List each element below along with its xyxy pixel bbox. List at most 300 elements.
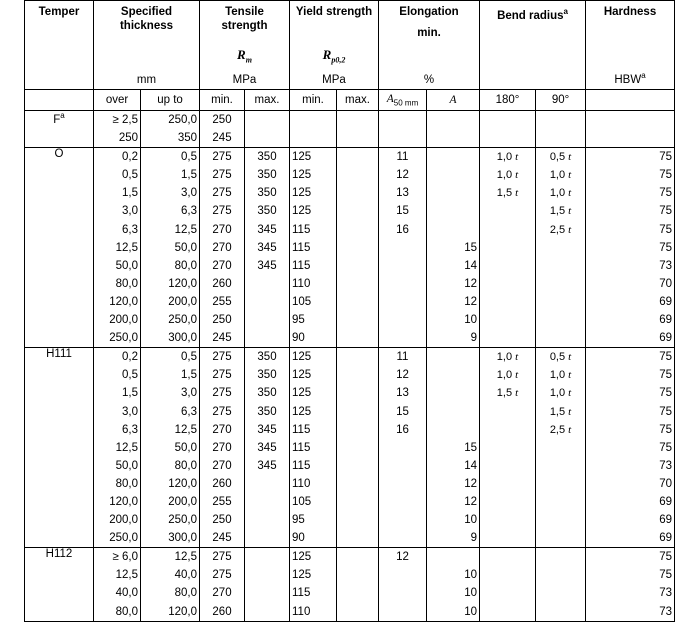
value-rm-min: 255	[212, 495, 232, 508]
value-bend-180: 1,5 t	[496, 187, 519, 200]
value-hardness: 75	[659, 441, 673, 454]
value-rm-max	[247, 603, 287, 621]
col-header-elongation	[379, 1, 480, 90]
value-elong-a50	[381, 584, 424, 602]
value-thickness-upto: 12,5	[174, 223, 197, 236]
value-rm-min: 260	[212, 477, 232, 490]
value-rp-min: 90	[292, 332, 305, 345]
value-elong-a50	[381, 129, 424, 147]
value-rp-max	[339, 329, 376, 347]
value-rp-max	[339, 348, 376, 366]
value-elong-a: 12	[464, 495, 478, 508]
hardness-label: Hardness	[603, 6, 657, 18]
cell-rm-max	[245, 111, 290, 148]
value-elong-a: 9	[470, 332, 478, 345]
value-rp-min: 115	[292, 459, 311, 472]
cell-thickness-over	[94, 348, 141, 548]
cell-bend-180	[480, 111, 536, 148]
value-elong-a50	[381, 457, 424, 475]
subheader-row	[25, 90, 675, 111]
value-elong-a50: 16	[396, 423, 409, 436]
value-hardness: 69	[659, 514, 673, 527]
value-bend-90	[538, 584, 583, 602]
value-bend-180	[482, 603, 533, 621]
value-bend-180	[482, 221, 533, 239]
cell-elong-a50	[379, 111, 427, 148]
value-elong-a	[429, 366, 477, 384]
value-elong-a: 14	[464, 459, 478, 472]
value-rp-max	[339, 311, 376, 329]
value-thickness-over: 0,5	[122, 169, 138, 182]
value-rm-min: 275	[212, 569, 232, 582]
value-thickness-upto: 3,0	[181, 387, 197, 400]
value-thickness-upto: 300,0	[168, 332, 197, 345]
value-rm-min: 275	[212, 369, 232, 382]
cell-rm-min	[200, 348, 245, 548]
tensile-unit: MPa	[232, 74, 257, 86]
value-bend-180	[482, 439, 533, 457]
subheader-rp-min: min.	[290, 90, 337, 111]
value-elong-a: 15	[464, 441, 478, 454]
value-bend-180	[482, 493, 533, 511]
value-bend-90	[538, 439, 583, 457]
value-bend-180	[482, 511, 533, 529]
value-rp-min: 105	[292, 495, 312, 508]
value-bend-180	[482, 293, 533, 311]
value-thickness-over: 0,2	[122, 151, 138, 164]
value-rm-max	[247, 311, 287, 329]
subheader-bend-90: 90°	[536, 90, 586, 111]
cell-rm-max	[245, 548, 290, 621]
value-hardness: 75	[659, 223, 673, 236]
value-rp-min: 125	[292, 169, 312, 182]
subheader-rm-max: max.	[245, 90, 290, 111]
cell-bend-90	[536, 548, 586, 621]
value-rp-min: 105	[292, 295, 312, 308]
value-rp-min: 110	[292, 477, 311, 490]
value-bend-90	[538, 111, 583, 129]
value-bend-90	[538, 493, 583, 511]
value-thickness-upto: 3,0	[181, 187, 197, 200]
value-thickness-over: 80,0	[115, 277, 138, 290]
value-bend-180: 1,5 t	[496, 387, 519, 400]
cell-hardness	[586, 111, 675, 148]
cell-hardness	[586, 548, 675, 621]
value-bend-180: 1,0 t	[496, 351, 519, 364]
subheader-rm-min: min.	[200, 90, 245, 111]
value-thickness-upto: 300,0	[168, 532, 197, 545]
subheader-bend-180: 180°	[480, 90, 536, 111]
value-bend-180	[482, 275, 533, 293]
subheader-rp-max: max.	[337, 90, 379, 111]
value-hardness: 73	[659, 605, 673, 618]
value-bend-90	[538, 511, 583, 529]
value-elong-a	[429, 111, 477, 129]
cell-bend-180	[480, 548, 536, 621]
cell-rm-min	[200, 111, 245, 148]
value-elong-a50	[381, 239, 424, 257]
value-thickness-over: 200,0	[109, 314, 138, 327]
value-bend-180	[482, 202, 533, 220]
value-elong-a50: 16	[396, 223, 409, 236]
value-hardness: 70	[659, 477, 673, 490]
value-bend-90: 1,0 t	[549, 187, 572, 200]
value-thickness-upto: 200,0	[168, 295, 197, 308]
value-bend-90: 1,0 t	[549, 387, 572, 400]
value-rp-min: 110	[292, 605, 311, 618]
value-rp-min: 125	[292, 205, 312, 218]
cell-rm-min	[200, 548, 245, 621]
value-elong-a50	[381, 566, 424, 584]
cell-thickness-over	[94, 111, 141, 148]
value-rp-max	[339, 457, 376, 475]
value-thickness-over: 12,5	[115, 569, 138, 582]
value-bend-180	[482, 403, 533, 421]
mechanical-properties-table	[24, 0, 675, 622]
value-elong-a50	[381, 311, 424, 329]
value-hardness: 69	[659, 295, 673, 308]
value-hardness: 69	[659, 332, 673, 345]
value-rp-max	[339, 221, 376, 239]
value-thickness-upto: 200,0	[168, 495, 197, 508]
value-elong-a50	[381, 293, 424, 311]
col-header-temper	[25, 1, 94, 90]
value-thickness-over: 0,2	[122, 351, 138, 364]
value-elong-a50	[381, 603, 424, 621]
value-elong-a: 12	[464, 295, 478, 308]
elongation-unit: %	[423, 74, 435, 86]
value-elong-a: 10	[464, 605, 478, 618]
cell-rp-max	[337, 148, 379, 348]
value-bend-90: 2,5 t	[549, 223, 572, 236]
value-bend-180	[482, 239, 533, 257]
value-rm-min: 270	[212, 241, 232, 254]
value-hardness: 73	[659, 587, 673, 600]
temper-value: H112	[45, 548, 73, 561]
value-elong-a50	[381, 475, 424, 493]
value-rp-max	[339, 293, 376, 311]
value-elong-a50	[381, 529, 424, 547]
value-hardness: 73	[659, 259, 673, 272]
cell-bend-90	[536, 148, 586, 348]
cell-bend-180	[480, 148, 536, 348]
value-rm-min: 270	[212, 423, 232, 436]
cell-bend-90	[536, 348, 586, 548]
value-bend-90	[538, 566, 583, 584]
temper-cell	[25, 548, 94, 621]
value-elong-a50: 12	[396, 169, 409, 182]
value-rp-max	[339, 257, 376, 275]
value-hardness: 75	[659, 387, 673, 400]
value-bend-180	[482, 566, 533, 584]
value-hardness: 75	[659, 423, 673, 436]
value-rm-min: 260	[212, 605, 232, 618]
value-rm-max: 350	[257, 387, 277, 400]
value-thickness-upto: 6,3	[181, 405, 197, 418]
value-rm-max: 350	[257, 169, 277, 182]
value-thickness-over: ≥ 2,5	[112, 114, 138, 126]
value-bend-90	[538, 311, 583, 329]
value-hardness: 70	[659, 277, 673, 290]
value-rm-min: 270	[212, 441, 232, 454]
value-rm-max	[247, 566, 287, 584]
temper-footnote: a	[60, 111, 65, 120]
value-bend-180	[482, 548, 533, 566]
value-rp-max	[339, 202, 376, 220]
value-elong-a	[429, 129, 477, 147]
value-rm-min: 245	[212, 332, 232, 345]
value-rp-min: 125	[292, 387, 312, 400]
value-rp-max	[339, 548, 376, 566]
value-elong-a: 15	[464, 241, 478, 254]
cell-thickness-upto	[141, 348, 200, 548]
value-elong-a	[429, 148, 477, 166]
value-rp-max	[339, 366, 376, 384]
rm-symbol: $R_m$	[237, 47, 252, 65]
value-thickness-over: 250,0	[109, 532, 138, 545]
subheader-a: A	[427, 90, 480, 111]
cell-rm-max	[245, 348, 290, 548]
value-bend-180	[482, 529, 533, 547]
value-hardness: 73	[659, 459, 673, 472]
value-rm-min: 245	[212, 532, 232, 545]
thickness-unit: mm	[136, 74, 157, 86]
value-elong-a50: 12	[396, 551, 409, 564]
value-rm-max: 345	[257, 459, 277, 472]
value-rp-min: 115	[292, 259, 311, 272]
value-rp-max	[339, 239, 376, 257]
value-rp-min: 125	[292, 187, 312, 200]
value-rm-min: 255	[212, 295, 232, 308]
yield-unit: MPa	[322, 74, 346, 86]
value-rp-min: 115	[292, 423, 311, 436]
cell-thickness-over	[94, 148, 141, 348]
value-hardness	[588, 129, 672, 147]
value-elong-a	[429, 221, 477, 239]
value-rm-max: 345	[257, 423, 277, 436]
value-elong-a: 10	[464, 569, 478, 582]
value-hardness: 75	[659, 551, 673, 564]
value-thickness-over: 120,0	[109, 295, 138, 308]
value-bend-90: 0,5 t	[549, 351, 572, 364]
value-elong-a50	[381, 111, 424, 129]
value-bend-180	[482, 475, 533, 493]
value-hardness: 75	[659, 569, 673, 582]
cell-hardness	[586, 148, 675, 348]
value-bend-90: 2,5 t	[549, 423, 572, 436]
value-rm-min: 275	[212, 351, 232, 364]
value-hardness: 75	[659, 151, 673, 164]
cell-rp-min	[290, 148, 337, 348]
value-rm-min: 275	[212, 405, 232, 418]
value-elong-a	[429, 421, 477, 439]
value-rm-min: 250	[212, 514, 232, 527]
value-bend-180	[482, 111, 533, 129]
value-hardness: 75	[659, 205, 673, 218]
value-thickness-over: 50,0	[115, 459, 138, 472]
value-thickness-over: ≥ 6,0	[112, 551, 138, 564]
cell-elong-a50	[379, 348, 427, 548]
value-rp-max	[339, 529, 376, 547]
value-elong-a: 12	[464, 477, 478, 490]
value-rm-min: 270	[212, 459, 232, 472]
value-rp-max	[339, 421, 376, 439]
value-rp-max	[339, 584, 376, 602]
value-rm-min: 270	[212, 587, 232, 600]
temper-cell	[25, 111, 94, 148]
cell-thickness-over	[94, 548, 141, 621]
value-bend-90: 1,5 t	[549, 205, 572, 218]
value-elong-a50: 15	[396, 205, 409, 218]
value-bend-90	[538, 257, 583, 275]
value-rm-max: 350	[257, 351, 277, 364]
value-rm-min: 275	[212, 205, 232, 218]
value-rm-min: 260	[212, 277, 232, 290]
value-thickness-upto: 6,3	[181, 205, 197, 218]
elongation-label: Elongation	[399, 6, 459, 18]
subheader-upto: up to	[141, 90, 200, 111]
value-thickness-upto: 12,5	[174, 423, 197, 436]
subheader-a50: $A_{50 mm}$	[379, 90, 427, 111]
value-elong-a	[429, 166, 477, 184]
value-bend-180	[482, 457, 533, 475]
value-thickness-over: 12,5	[115, 241, 138, 254]
value-elong-a50	[381, 511, 424, 529]
value-elong-a	[429, 348, 477, 366]
value-hardness: 75	[659, 351, 673, 364]
subheader-hardness-blank	[586, 90, 675, 111]
value-thickness-over: 80,0	[115, 477, 138, 490]
value-bend-90	[538, 475, 583, 493]
value-bend-180: 1,0 t	[496, 169, 519, 182]
value-bend-90	[538, 603, 583, 621]
cell-thickness-upto	[141, 548, 200, 621]
value-rm-min: 270	[212, 259, 232, 272]
value-rp-min: 90	[292, 532, 305, 545]
value-hardness: 75	[659, 241, 673, 254]
cell-elong-a	[427, 348, 480, 548]
value-thickness-over: 3,0	[122, 405, 138, 418]
value-elong-a	[429, 202, 477, 220]
value-elong-a	[429, 384, 477, 402]
value-rm-max	[247, 493, 287, 511]
value-thickness-over: 0,5	[122, 369, 138, 382]
value-thickness-over: 250,0	[109, 332, 138, 345]
value-thickness-over: 12,5	[115, 441, 138, 454]
value-thickness-upto: 350	[177, 132, 197, 145]
value-bend-180	[482, 329, 533, 347]
value-rm-max	[247, 129, 287, 147]
value-rm-max	[247, 511, 287, 529]
value-rp-min: 125	[292, 551, 312, 564]
value-bend-180: 1,0 t	[496, 151, 519, 164]
value-rp-min: 115	[292, 441, 311, 454]
value-bend-90	[538, 548, 583, 566]
value-thickness-over: 50,0	[115, 259, 138, 272]
value-rm-max	[247, 548, 287, 566]
value-elong-a: 9	[470, 532, 478, 545]
value-thickness-upto: 50,0	[174, 241, 197, 254]
value-elong-a50: 15	[396, 405, 409, 418]
value-bend-90	[538, 239, 583, 257]
value-rm-min: 270	[212, 223, 232, 236]
value-bend-90: 0,5 t	[549, 151, 572, 164]
table-row	[25, 111, 675, 148]
cell-elong-a	[427, 148, 480, 348]
value-thickness-upto: 12,5	[174, 551, 197, 564]
value-elong-a50	[381, 257, 424, 275]
yield-label: Yield strength	[295, 6, 373, 18]
cell-rp-min	[290, 348, 337, 548]
table-body	[25, 111, 675, 622]
elongation-min: min.	[417, 27, 441, 39]
value-thickness-upto: 0,5	[181, 151, 197, 164]
value-elong-a50: 11	[396, 351, 409, 364]
value-bend-180	[482, 421, 533, 439]
cell-thickness-upto	[141, 111, 200, 148]
cell-bend-180	[480, 348, 536, 548]
value-rp-max	[339, 275, 376, 293]
value-rm-max: 345	[257, 441, 277, 454]
value-rp-max	[339, 148, 376, 166]
col-header-hardness	[586, 1, 675, 90]
value-elong-a: 10	[464, 314, 478, 327]
temper-cell	[25, 148, 94, 348]
value-bend-90: 1,0 t	[549, 369, 572, 382]
table-row	[25, 148, 675, 348]
value-rm-min: 245	[212, 132, 232, 145]
value-rm-max: 350	[257, 205, 277, 218]
value-elong-a50	[381, 329, 424, 347]
value-elong-a50	[381, 275, 424, 293]
value-bend-90	[538, 293, 583, 311]
value-rp-max	[339, 129, 376, 147]
value-rp-min: 95	[292, 314, 305, 327]
value-rm-min: 275	[212, 187, 232, 200]
value-bend-90	[538, 129, 583, 147]
value-rp-min: 125	[292, 369, 312, 382]
value-bend-90	[538, 329, 583, 347]
cell-thickness-upto	[141, 148, 200, 348]
cell-rm-max	[245, 148, 290, 348]
value-rm-max: 350	[257, 151, 277, 164]
value-thickness-over: 1,5	[122, 187, 138, 200]
value-thickness-upto: 120,0	[168, 277, 197, 290]
value-rp-min: 110	[292, 277, 311, 290]
value-rm-max	[247, 329, 287, 347]
value-rm-max	[247, 475, 287, 493]
value-rm-min: 275	[212, 151, 232, 164]
value-thickness-over: 80,0	[115, 605, 138, 618]
subheader-over: over	[94, 90, 141, 111]
value-elong-a: 10	[464, 587, 478, 600]
cell-bend-90	[536, 111, 586, 148]
value-elong-a	[429, 548, 477, 566]
temper-label: Temper	[38, 6, 80, 18]
value-hardness: 75	[659, 405, 673, 418]
value-thickness-over: 1,5	[122, 387, 138, 400]
value-rp-max	[339, 493, 376, 511]
value-rp-max	[339, 439, 376, 457]
value-rm-max	[247, 584, 287, 602]
value-elong-a50: 12	[396, 369, 409, 382]
properties-table-container	[24, 0, 674, 622]
cell-elong-a50	[379, 548, 427, 621]
bend-label: Bend radius$^a$	[497, 7, 568, 22]
value-bend-90: 1,5 t	[549, 405, 572, 418]
value-elong-a: 14	[464, 259, 478, 272]
value-hardness: 69	[659, 495, 673, 508]
